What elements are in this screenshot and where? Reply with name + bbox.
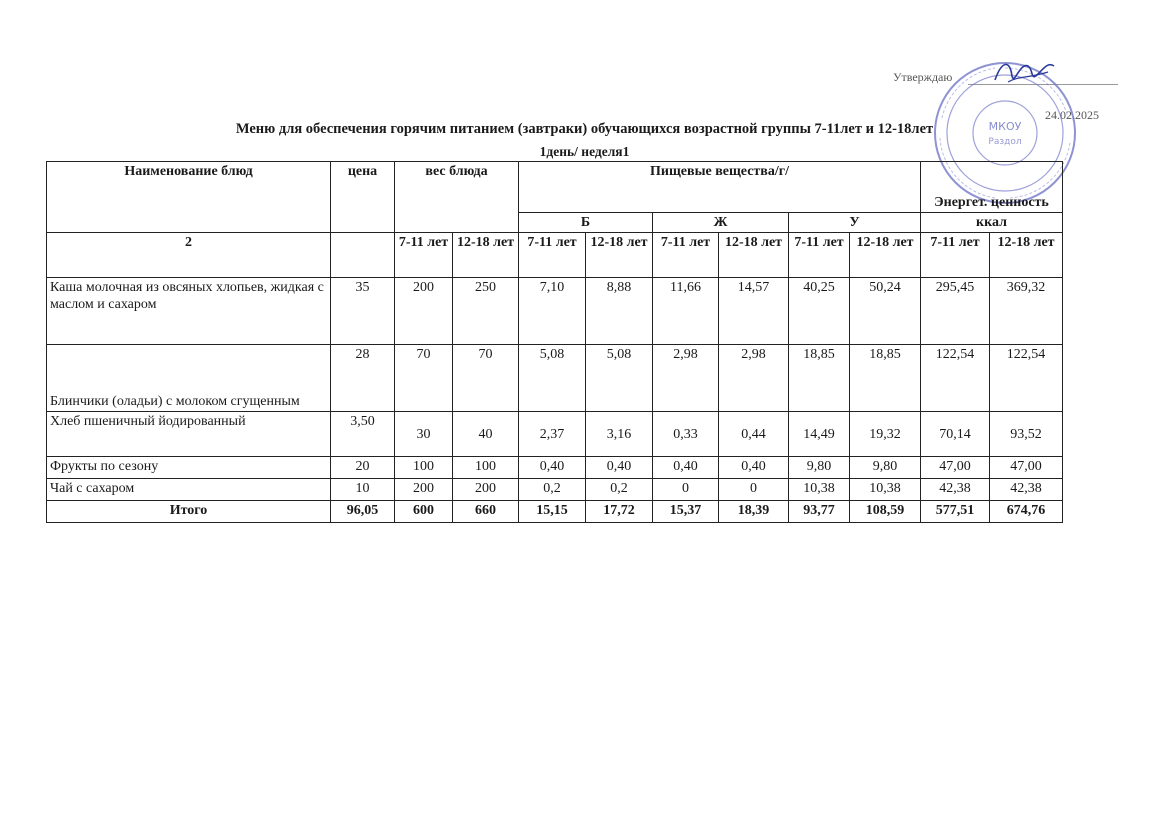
fat-12-18: 14,57 (719, 278, 789, 345)
header-protein: Б (519, 213, 653, 233)
header-fat: Ж (653, 213, 789, 233)
total-weight-7-11: 600 (395, 501, 453, 523)
header-dish-name: Наименование блюд (47, 162, 331, 233)
stamp-center-text: МКОУ (988, 120, 1022, 133)
header-row-main (47, 162, 1063, 213)
weight-7-11: 200 (395, 278, 453, 345)
kcal-12-18: 369,32 (990, 278, 1063, 345)
total-carbs-7-11: 93,77 (789, 501, 850, 523)
fat-7-11: 2,98 (653, 345, 719, 412)
kcal-12-18: 122,54 (990, 345, 1063, 412)
carbs-7-11: 14,49 (789, 412, 850, 457)
total-carbs-12-18: 108,59 (850, 501, 921, 523)
kcal-7-11: 122,54 (921, 345, 990, 412)
protein-12-18: 0,40 (586, 457, 653, 479)
weight-7-11: 30 (395, 412, 453, 457)
table-row (47, 479, 1063, 501)
carbs-12-18: 19,32 (850, 412, 921, 457)
fat-12-18: 0,44 (719, 412, 789, 457)
kcal-7-11: 295,45 (921, 278, 990, 345)
protein-7-11: 2,37 (519, 412, 586, 457)
table-row (47, 278, 1063, 345)
header-age-7-11: 7-11 лет (519, 233, 586, 278)
protein-12-18: 3,16 (586, 412, 653, 457)
total-weight-12-18: 660 (453, 501, 519, 523)
fat-7-11: 0 (653, 479, 719, 501)
carbs-7-11: 18,85 (789, 345, 850, 412)
carbs-12-18: 9,80 (850, 457, 921, 479)
header-age-7-11: 7-11 лет (653, 233, 719, 278)
header-age-12-18: 12-18 лет (719, 233, 789, 278)
fat-12-18: 0 (719, 479, 789, 501)
stamp-sub-text: Раздол (988, 137, 1022, 147)
document-subtitle: 1день/ неделя1 (539, 144, 630, 159)
kcal-7-11: 70,14 (921, 412, 990, 457)
dish-price: 20 (331, 457, 395, 479)
protein-7-11: 5,08 (519, 345, 586, 412)
protein-12-18: 8,88 (586, 278, 653, 345)
dish-name: Фрукты по сезону (47, 457, 331, 479)
dish-name: Чай с сахаром (47, 479, 331, 501)
protein-12-18: 5,08 (586, 345, 653, 412)
weight-12-18: 70 (453, 345, 519, 412)
header-weight: вес блюда (395, 162, 519, 233)
protein-7-11: 0,40 (519, 457, 586, 479)
total-protein-7-11: 15,15 (519, 501, 586, 523)
table-row (47, 345, 1063, 412)
protein-7-11: 7,10 (519, 278, 586, 345)
fat-12-18: 0,40 (719, 457, 789, 479)
dish-price: 10 (331, 479, 395, 501)
header-age-7-11: 7-11 лет (921, 233, 990, 278)
dish-price: 28 (331, 345, 395, 412)
weight-12-18: 250 (453, 278, 519, 345)
kcal-7-11: 42,38 (921, 479, 990, 501)
header-carbs: У (789, 213, 921, 233)
header-age-12-18: 12-18 лет (990, 233, 1063, 278)
header-row-ages (47, 233, 1063, 278)
document-title: Меню для обеспечения горячим питанием (завтраки) обучающихся возрастной группы 7-11лет и 12-18лет (235, 121, 934, 137)
fat-12-18: 2,98 (719, 345, 789, 412)
carbs-7-11: 10,38 (789, 479, 850, 501)
header-price: цена (331, 162, 395, 233)
header-age-7-11: 7-11 лет (395, 233, 453, 278)
header-col-number: 2 (47, 233, 331, 278)
kcal-12-18: 42,38 (990, 479, 1063, 501)
table-row (47, 457, 1063, 479)
carbs-7-11: 9,80 (789, 457, 850, 479)
total-kcal-7-11: 577,51 (921, 501, 990, 523)
dish-price: 35 (331, 278, 395, 345)
dish-name: Блинчики (оладьи) с молоком сгущенным (47, 345, 331, 412)
weight-12-18: 100 (453, 457, 519, 479)
kcal-12-18: 93,52 (990, 412, 1063, 457)
carbs-12-18: 50,24 (850, 278, 921, 345)
approval-date: 24.02.2025 (1045, 108, 1099, 122)
weight-7-11: 70 (395, 345, 453, 412)
signature-icon (990, 52, 1060, 92)
table-row (47, 412, 1063, 457)
header-age-12-18: 12-18 лет (453, 233, 519, 278)
total-kcal-12-18: 674,76 (990, 501, 1063, 523)
protein-12-18: 0,2 (586, 479, 653, 501)
header-age-12-18: 12-18 лет (850, 233, 921, 278)
total-label: Итого (47, 501, 331, 523)
approval-label: Утверждаю (893, 70, 953, 84)
total-fat-12-18: 18,39 (719, 501, 789, 523)
protein-7-11: 0,2 (519, 479, 586, 501)
dish-name: Хлеб пшеничный йодированный (47, 412, 331, 457)
total-fat-7-11: 15,37 (653, 501, 719, 523)
kcal-12-18: 47,00 (990, 457, 1063, 479)
weight-12-18: 40 (453, 412, 519, 457)
total-protein-12-18: 17,72 (586, 501, 653, 523)
table-row-total (47, 501, 1063, 523)
dish-price: 3,50 (331, 412, 395, 457)
header-nutrients: Пищевые вещества/г/ (519, 162, 921, 213)
header-energy: Энергет. ценность (921, 162, 1063, 213)
header-age-12-18: 12-18 лет (586, 233, 653, 278)
carbs-7-11: 40,25 (789, 278, 850, 345)
header-kcal: ккал (921, 213, 1063, 233)
weight-12-18: 200 (453, 479, 519, 501)
fat-7-11: 11,66 (653, 278, 719, 345)
header-empty (331, 233, 395, 278)
menu-table (46, 161, 1063, 523)
kcal-7-11: 47,00 (921, 457, 990, 479)
weight-7-11: 100 (395, 457, 453, 479)
carbs-12-18: 18,85 (850, 345, 921, 412)
fat-7-11: 0,33 (653, 412, 719, 457)
weight-7-11: 200 (395, 479, 453, 501)
total-price: 96,05 (331, 501, 395, 523)
fat-7-11: 0,40 (653, 457, 719, 479)
carbs-12-18: 10,38 (850, 479, 921, 501)
header-age-7-11: 7-11 лет (789, 233, 850, 278)
dish-name: Каша молочная из овсяных хлопьев, жидкая с маслом и сахаром (47, 278, 331, 345)
